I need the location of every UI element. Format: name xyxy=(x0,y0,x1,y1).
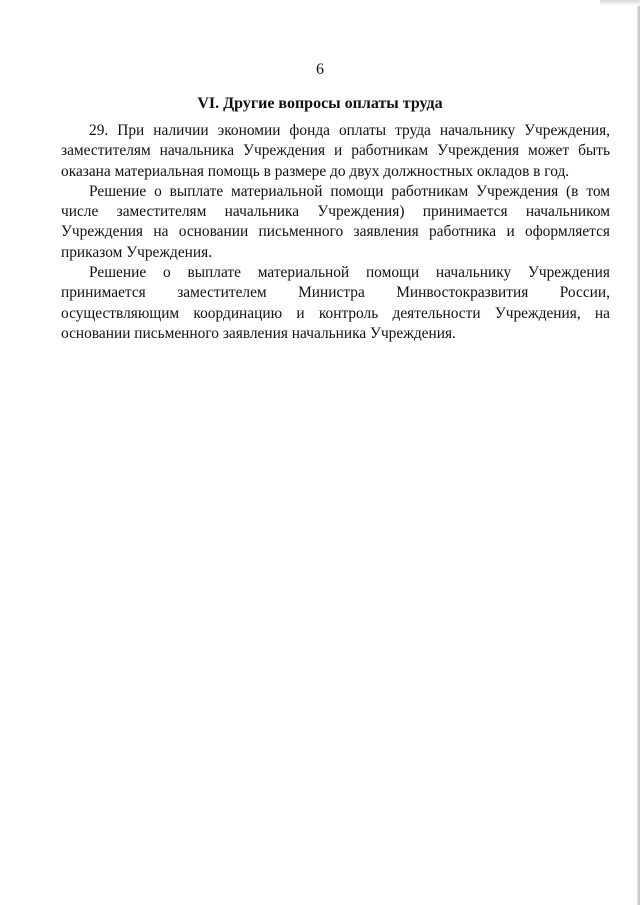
document-body xyxy=(61,121,610,344)
section-title: VI. Другие вопросы оплаты труда xyxy=(197,95,443,112)
paragraph-decision-workers: Решение о выплате материальной помощи работникам Учреждения (в том числе заместителям начальника Учреждения) принимается начальником Учреждения на основании письменного заявления работника и оформляется приказом Учреждения. xyxy=(61,182,610,261)
scan-corner-shadow xyxy=(600,0,640,6)
page-number: 6 xyxy=(316,61,324,78)
paragraph-29: 29. При наличии экономии фонда оплаты труда начальнику Учреждения, заместителям начальника Учреждения и работникам Учреждения может быть оказана материальная помощь в размере до двух должностных окладов в год. xyxy=(61,122,610,180)
paragraph-decision-head: Решение о выплате материальной помощи начальнику Учреждения принимается заместителем Министра Минвостокразвития России, осуществляющим координацию и контроль деятельности Учреждения, на основании письменного заявления начальника Учреждения. xyxy=(61,264,610,342)
